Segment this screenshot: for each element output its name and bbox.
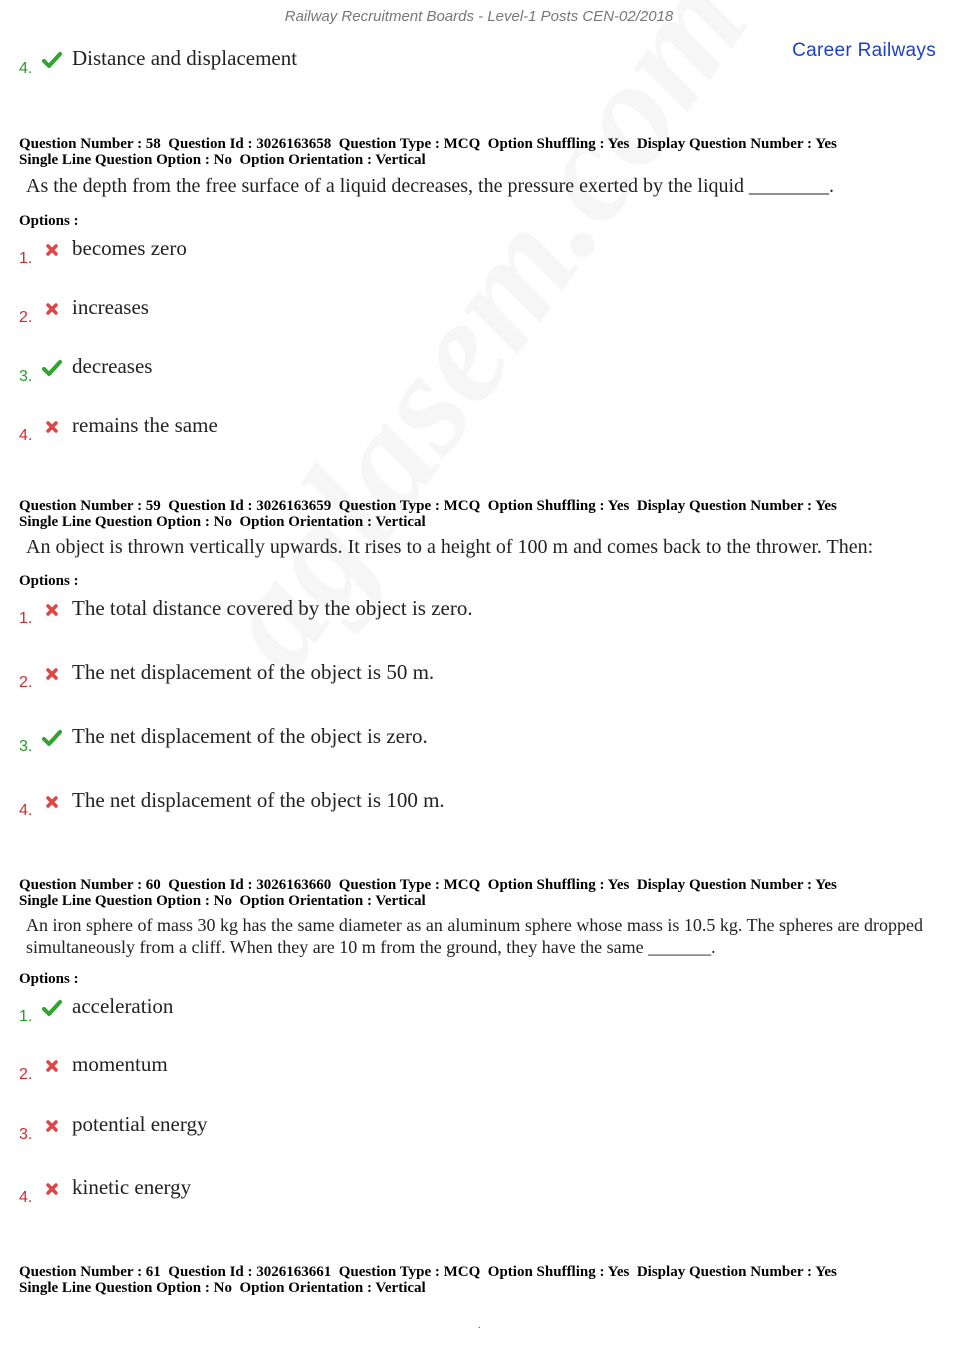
question-60-text: An iron sphere of mass 30 kg has the same diameter as an aluminum sphere whose mass is 10.5 kg. The spheres are dropped simultaneously from a cliff. When they are 10 m from the ground, they have the same _______.: [26, 915, 923, 957]
option-text: remains the same: [72, 413, 218, 437]
option-number: 2.: [19, 674, 33, 691]
option-text: increases: [72, 295, 149, 319]
option-number: 4.: [19, 60, 33, 77]
meta-line: Single Line Question Option : No Option Orientation : Vertical: [19, 893, 426, 909]
option-text: The net displacement of the object is zero.: [72, 724, 428, 748]
page-footer: .: [478, 1320, 481, 1331]
option-prev-4: [19, 46, 919, 80]
option-number: 2.: [19, 309, 33, 326]
check-icon: [42, 728, 62, 748]
meta-line: Single Line Question Option : No Option Orientation : Vertical: [19, 514, 426, 530]
watermark: [180, 0, 782, 699]
question-59-meta: [19, 498, 837, 530]
option-number: 4.: [19, 427, 33, 444]
option-number: 3.: [19, 738, 33, 755]
cross-icon: [42, 600, 62, 620]
q59-option-2: [19, 660, 919, 694]
option-text: momentum: [72, 1052, 168, 1076]
cross-icon: [42, 1179, 62, 1199]
cross-icon: [42, 240, 62, 260]
option-text: potential energy: [72, 1112, 208, 1136]
cross-icon: [42, 299, 62, 319]
cross-icon: [42, 1116, 62, 1136]
option-text: decreases: [72, 354, 153, 378]
option-text: acceleration: [72, 994, 174, 1018]
options-label: Options :: [19, 573, 79, 589]
question-60-meta: [19, 877, 837, 909]
meta-line: Question Number : 59 Question Id : 3026163659 Question Type : MCQ Option Shuffling : Yes Display Question Number : Yes: [19, 498, 837, 514]
meta-line: Question Number : 58 Question Id : 3026163658 Question Type : MCQ Option Shuffling : Yes Display Question Number : Yes: [19, 136, 837, 152]
question-58-text: As the depth from the free surface of a liquid decreases, the pressure exerted by the liquid ________.: [26, 175, 835, 197]
option-text: The net displacement of the object is 100 m.: [72, 788, 445, 812]
cross-icon: [42, 664, 62, 684]
check-icon: [42, 358, 62, 378]
check-icon: [42, 50, 62, 70]
brand-label: Career Railways: [792, 40, 936, 61]
meta-line: Question Number : 60 Question Id : 3026163660 Question Type : MCQ Option Shuffling : Yes Display Question Number : Yes: [19, 877, 837, 893]
option-number: 4.: [19, 802, 33, 819]
meta-line: Single Line Question Option : No Option Orientation : Vertical: [19, 1280, 426, 1296]
question-59-text: An object is thrown vertically upwards. It rises to a height of 100 m and comes back to the thrower. Then:: [26, 536, 874, 558]
options-label: Options :: [19, 971, 79, 987]
q58-option-3: [19, 354, 919, 388]
cross-icon: [42, 1056, 62, 1076]
option-text: kinetic energy: [72, 1175, 192, 1199]
q58-option-4: [19, 413, 919, 447]
option-number: 3.: [19, 1126, 33, 1143]
q60-option-3: [19, 1112, 919, 1146]
option-text: Distance and displacement: [72, 46, 298, 70]
q60-option-2: [19, 1052, 919, 1086]
option-number: 1.: [19, 1008, 33, 1025]
meta-line: Question Number : 61 Question Id : 3026163661 Question Type : MCQ Option Shuffling : Yes Display Question Number : Yes: [19, 1264, 837, 1280]
option-text: The net displacement of the object is 50 m.: [72, 660, 435, 684]
question-58-meta: [19, 136, 837, 168]
options-label: Options :: [19, 213, 79, 229]
q58-option-1: [19, 236, 919, 270]
q58-option-2: [19, 295, 919, 329]
option-number: 1.: [19, 250, 33, 267]
q59-option-4: [19, 788, 919, 822]
cross-icon: [42, 417, 62, 437]
option-text: becomes zero: [72, 236, 187, 260]
option-number: 2.: [19, 1066, 33, 1083]
q60-option-1: [19, 994, 919, 1028]
q59-option-3: [19, 724, 919, 758]
option-text: The total distance covered by the object is zero.: [72, 596, 473, 620]
q60-option-4: [19, 1175, 919, 1209]
cross-icon: [42, 792, 62, 812]
option-number: 1.: [19, 610, 33, 627]
option-number: 3.: [19, 368, 33, 385]
meta-line: Single Line Question Option : No Option Orientation : Vertical: [19, 152, 426, 168]
check-icon: [42, 998, 62, 1018]
q59-option-1: [19, 596, 919, 630]
page-header: Railway Recruitment Boards - Level-1 Posts CEN-02/2018: [284, 8, 674, 25]
question-61-meta: [19, 1264, 837, 1296]
option-number: 4.: [19, 1189, 33, 1206]
